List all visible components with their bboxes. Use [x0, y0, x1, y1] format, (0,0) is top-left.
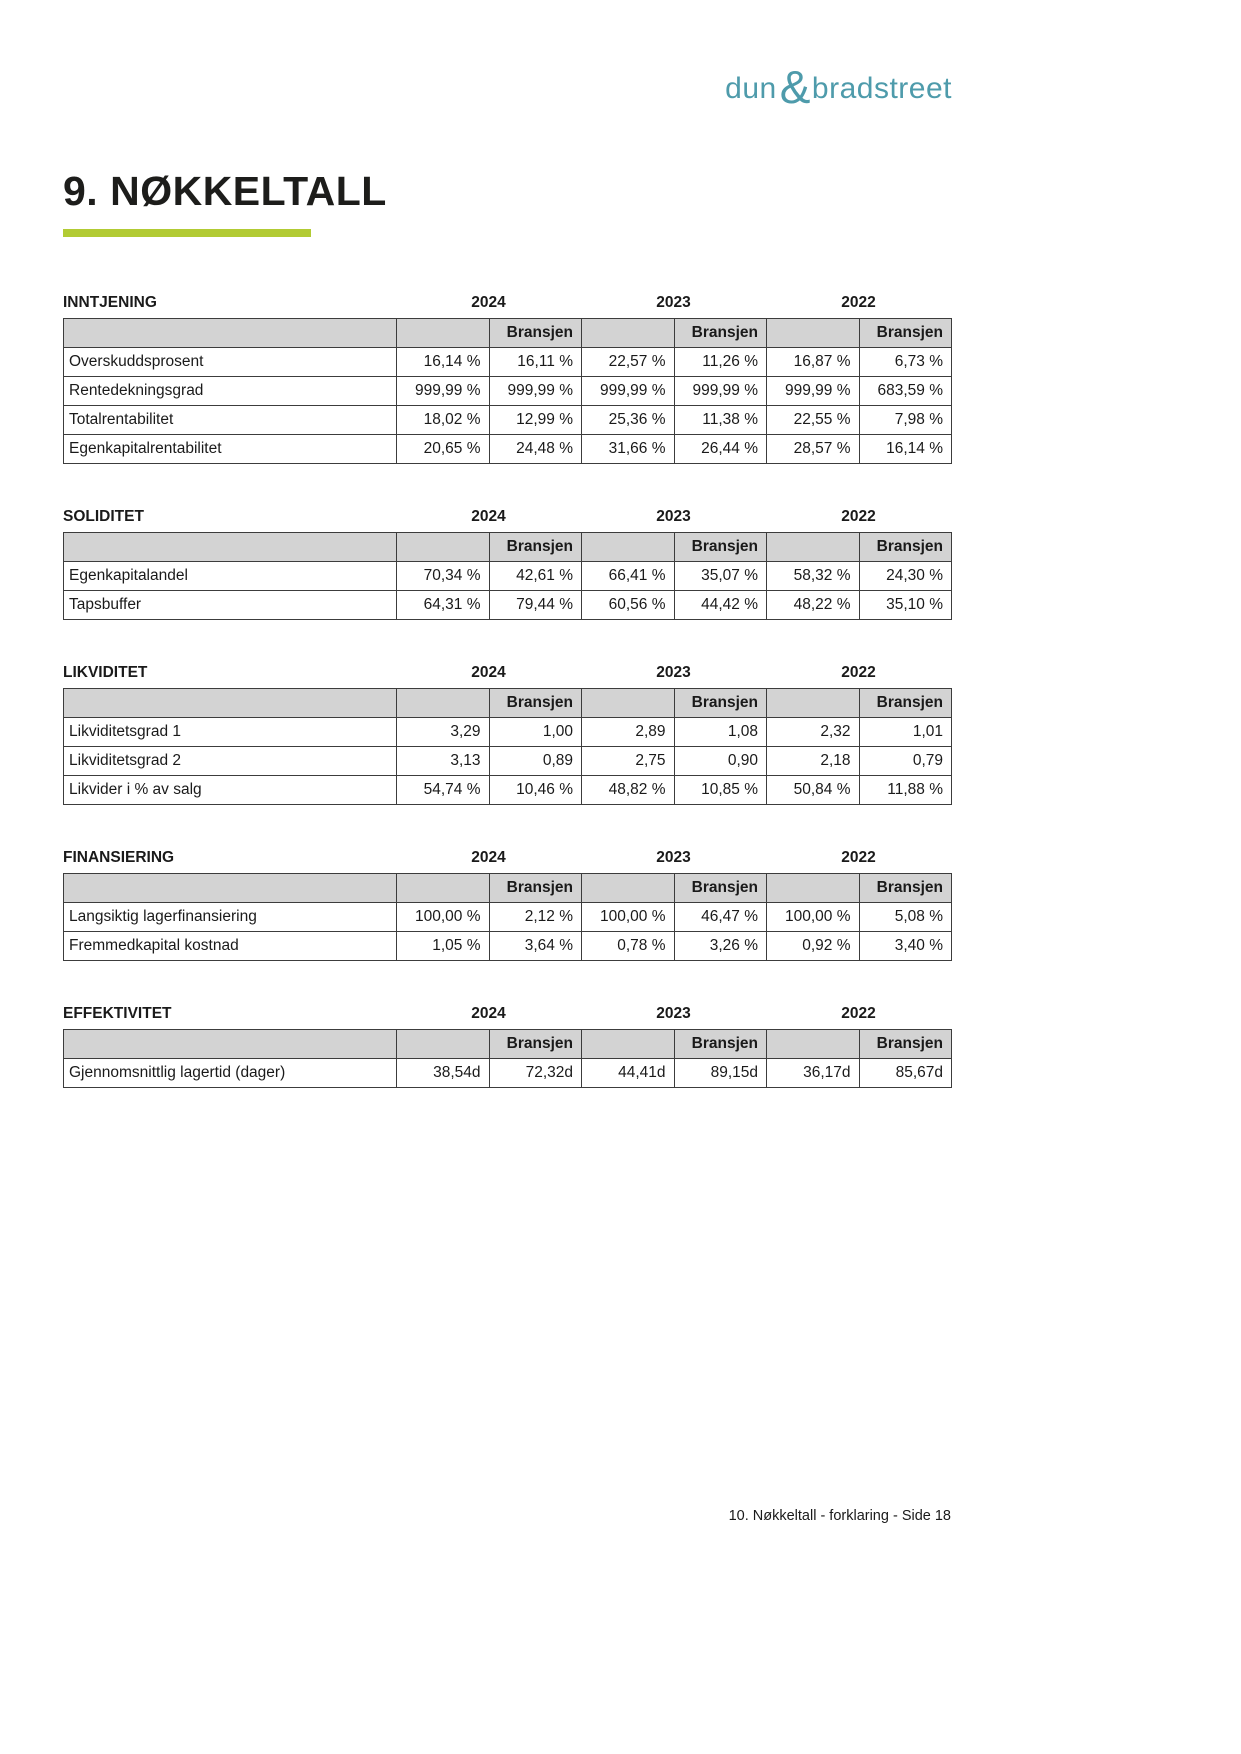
- value-cell: 100,00 %: [397, 903, 490, 932]
- header-empty-cell: [397, 533, 490, 562]
- value-cell: 999,99 %: [489, 377, 582, 406]
- table-body: [64, 689, 952, 805]
- table-row: [64, 348, 952, 377]
- row-label: Gjennomsnittlig lagertid (dager): [64, 1059, 397, 1088]
- bransjen-header-row: [64, 319, 952, 348]
- section-title: LIKVIDITET: [63, 664, 148, 681]
- section-header-row: [63, 843, 951, 867]
- value-cell: 22,55 %: [767, 406, 860, 435]
- value-cell: 89,15d: [674, 1059, 767, 1088]
- bransjen-header-cell: Bransjen: [489, 689, 582, 718]
- value-cell: 26,44 %: [674, 435, 767, 464]
- value-cell: 16,14 %: [859, 435, 952, 464]
- row-label: Tapsbuffer: [64, 591, 397, 620]
- value-cell: 22,57 %: [582, 348, 675, 377]
- value-cell: 2,18: [767, 747, 860, 776]
- sections: [63, 288, 951, 1126]
- value-cell: 58,32 %: [767, 562, 860, 591]
- bransjen-header-row: [64, 689, 952, 718]
- bransjen-header-cell: Bransjen: [489, 533, 582, 562]
- row-label: Fremmedkapital kostnad: [64, 932, 397, 961]
- value-cell: 3,13: [397, 747, 490, 776]
- bransjen-header-cell: Bransjen: [674, 689, 767, 718]
- table-body: [64, 533, 952, 620]
- header-empty-cell: [582, 1030, 675, 1059]
- year-label: 2024: [471, 1005, 506, 1022]
- header-empty-cell: [767, 874, 860, 903]
- value-cell: 20,65 %: [397, 435, 490, 464]
- section-header-row: [63, 999, 951, 1023]
- row-label: Likviditetsgrad 1: [64, 718, 397, 747]
- value-cell: 7,98 %: [859, 406, 952, 435]
- section-soliditet: [63, 502, 951, 620]
- value-cell: 66,41 %: [582, 562, 675, 591]
- year-label: 2024: [471, 849, 506, 866]
- value-cell: 25,36 %: [582, 406, 675, 435]
- header-empty-cell: [582, 533, 675, 562]
- value-cell: 12,99 %: [489, 406, 582, 435]
- row-label: Rentedekningsgrad: [64, 377, 397, 406]
- value-cell: 999,99 %: [767, 377, 860, 406]
- row-label: Langsiktig lagerfinansiering: [64, 903, 397, 932]
- value-cell: 72,32d: [489, 1059, 582, 1088]
- value-cell: 16,14 %: [397, 348, 490, 377]
- row-label: Overskuddsprosent: [64, 348, 397, 377]
- bransjen-header-cell: Bransjen: [859, 533, 952, 562]
- table-row: [64, 435, 952, 464]
- header-empty-cell: [397, 689, 490, 718]
- value-cell: 3,64 %: [489, 932, 582, 961]
- kpi-table: [63, 688, 952, 805]
- value-cell: 79,44 %: [489, 591, 582, 620]
- kpi-table: [63, 873, 952, 961]
- value-cell: 0,89: [489, 747, 582, 776]
- value-cell: 1,00: [489, 718, 582, 747]
- section-inntjening: [63, 288, 951, 464]
- value-cell: 16,11 %: [489, 348, 582, 377]
- header-empty-cell: [397, 874, 490, 903]
- value-cell: 46,47 %: [674, 903, 767, 932]
- value-cell: 1,01: [859, 718, 952, 747]
- bransjen-header-row: [64, 1030, 952, 1059]
- page-footer: 10. Nøkkeltall - forklaring - Side 18: [728, 1508, 951, 1524]
- header-empty-cell: [767, 689, 860, 718]
- header-spacer-cell: [64, 319, 397, 348]
- value-cell: 60,56 %: [582, 591, 675, 620]
- header-empty-cell: [767, 319, 860, 348]
- year-label: 2023: [656, 1005, 691, 1022]
- year-label: 2023: [656, 508, 691, 525]
- value-cell: 0,90: [674, 747, 767, 776]
- value-cell: 48,22 %: [767, 591, 860, 620]
- value-cell: 3,40 %: [859, 932, 952, 961]
- value-cell: 11,38 %: [674, 406, 767, 435]
- section-title: EFFEKTIVITET: [63, 1005, 172, 1022]
- kpi-table: [63, 318, 952, 464]
- header-empty-cell: [767, 533, 860, 562]
- bransjen-header-cell: Bransjen: [674, 319, 767, 348]
- header-spacer-cell: [64, 1030, 397, 1059]
- bransjen-header-cell: Bransjen: [489, 874, 582, 903]
- header-empty-cell: [767, 1030, 860, 1059]
- section-title: FINANSIERING: [63, 849, 175, 866]
- year-label: 2023: [656, 849, 691, 866]
- value-cell: 999,99 %: [582, 377, 675, 406]
- value-cell: 44,42 %: [674, 591, 767, 620]
- value-cell: 28,57 %: [767, 435, 860, 464]
- value-cell: 64,31 %: [397, 591, 490, 620]
- title-accent-bar: [63, 229, 311, 237]
- value-cell: 11,26 %: [674, 348, 767, 377]
- value-cell: 999,99 %: [397, 377, 490, 406]
- value-cell: 2,89: [582, 718, 675, 747]
- value-cell: 50,84 %: [767, 776, 860, 805]
- header-spacer-cell: [64, 874, 397, 903]
- row-label: Likviditetsgrad 2: [64, 747, 397, 776]
- bransjen-header-cell: Bransjen: [674, 533, 767, 562]
- table-row: [64, 591, 952, 620]
- year-label: 2022: [841, 1005, 876, 1022]
- value-cell: 24,48 %: [489, 435, 582, 464]
- page-title: 9. NØKKELTALL: [63, 168, 387, 214]
- table-row: [64, 562, 952, 591]
- section-effektivitet: [63, 999, 951, 1088]
- year-label: 2023: [656, 294, 691, 311]
- year-label: 2022: [841, 664, 876, 681]
- value-cell: 35,07 %: [674, 562, 767, 591]
- value-cell: 1,08: [674, 718, 767, 747]
- table-row: [64, 718, 952, 747]
- value-cell: 999,99 %: [674, 377, 767, 406]
- section-header-row: [63, 658, 951, 682]
- value-cell: 10,46 %: [489, 776, 582, 805]
- value-cell: 1,05 %: [397, 932, 490, 961]
- value-cell: 683,59 %: [859, 377, 952, 406]
- table-row: [64, 406, 952, 435]
- value-cell: 35,10 %: [859, 591, 952, 620]
- dun-bradstreet-logo: [725, 61, 952, 113]
- value-cell: 16,87 %: [767, 348, 860, 377]
- year-label: 2022: [841, 849, 876, 866]
- value-cell: 24,30 %: [859, 562, 952, 591]
- row-label: Likvider i % av salg: [64, 776, 397, 805]
- bransjen-header-cell: Bransjen: [859, 874, 952, 903]
- logo-text-bradstreet: bradstreet: [811, 72, 952, 105]
- table-body: [64, 319, 952, 464]
- value-cell: 100,00 %: [582, 903, 675, 932]
- value-cell: 2,12 %: [489, 903, 582, 932]
- value-cell: 31,66 %: [582, 435, 675, 464]
- value-cell: 36,17d: [767, 1059, 860, 1088]
- bransjen-header-cell: Bransjen: [489, 319, 582, 348]
- section-title: INNTJENING: [63, 294, 157, 311]
- value-cell: 2,75: [582, 747, 675, 776]
- logo-text-dun: dun: [725, 72, 777, 105]
- value-cell: 70,34 %: [397, 562, 490, 591]
- value-cell: 100,00 %: [767, 903, 860, 932]
- year-label: 2022: [841, 508, 876, 525]
- row-label: Egenkapitalrentabilitet: [64, 435, 397, 464]
- bransjen-header-cell: Bransjen: [674, 874, 767, 903]
- year-label: 2024: [471, 508, 506, 525]
- value-cell: 54,74 %: [397, 776, 490, 805]
- header-empty-cell: [582, 319, 675, 348]
- value-cell: 10,85 %: [674, 776, 767, 805]
- section-header-row: [63, 502, 951, 526]
- table-row: [64, 903, 952, 932]
- bransjen-header-cell: Bransjen: [859, 689, 952, 718]
- bransjen-header-cell: Bransjen: [859, 319, 952, 348]
- value-cell: 42,61 %: [489, 562, 582, 591]
- value-cell: 3,26 %: [674, 932, 767, 961]
- header-empty-cell: [582, 689, 675, 718]
- value-cell: 85,67d: [859, 1059, 952, 1088]
- header-empty-cell: [397, 319, 490, 348]
- bransjen-header-row: [64, 533, 952, 562]
- year-label: 2024: [471, 664, 506, 681]
- value-cell: 3,29: [397, 718, 490, 747]
- header-empty-cell: [582, 874, 675, 903]
- value-cell: 18,02 %: [397, 406, 490, 435]
- year-label: 2024: [471, 294, 506, 311]
- logo-ampersand-icon: &: [779, 61, 811, 113]
- section-header-row: [63, 288, 951, 312]
- section-finansiering: [63, 843, 951, 961]
- value-cell: 0,79: [859, 747, 952, 776]
- year-label: 2022: [841, 294, 876, 311]
- year-label: 2023: [656, 664, 691, 681]
- row-label: Totalrentabilitet: [64, 406, 397, 435]
- table-row: [64, 377, 952, 406]
- section-likviditet: [63, 658, 951, 805]
- value-cell: 0,92 %: [767, 932, 860, 961]
- kpi-table: [63, 1029, 952, 1088]
- table-body: [64, 1030, 952, 1088]
- header-empty-cell: [397, 1030, 490, 1059]
- table-row: [64, 747, 952, 776]
- value-cell: 44,41d: [582, 1059, 675, 1088]
- value-cell: 5,08 %: [859, 903, 952, 932]
- table-body: [64, 874, 952, 961]
- value-cell: 2,32: [767, 718, 860, 747]
- table-row: [64, 776, 952, 805]
- table-row: [64, 932, 952, 961]
- value-cell: 0,78 %: [582, 932, 675, 961]
- row-label: Egenkapitalandel: [64, 562, 397, 591]
- value-cell: 11,88 %: [859, 776, 952, 805]
- bransjen-header-row: [64, 874, 952, 903]
- bransjen-header-cell: Bransjen: [674, 1030, 767, 1059]
- value-cell: 6,73 %: [859, 348, 952, 377]
- kpi-table: [63, 532, 952, 620]
- section-title: SOLIDITET: [63, 508, 144, 525]
- value-cell: 48,82 %: [582, 776, 675, 805]
- header-spacer-cell: [64, 689, 397, 718]
- bransjen-header-cell: Bransjen: [489, 1030, 582, 1059]
- header-spacer-cell: [64, 533, 397, 562]
- value-cell: 38,54d: [397, 1059, 490, 1088]
- table-row: [64, 1059, 952, 1088]
- bransjen-header-cell: Bransjen: [859, 1030, 952, 1059]
